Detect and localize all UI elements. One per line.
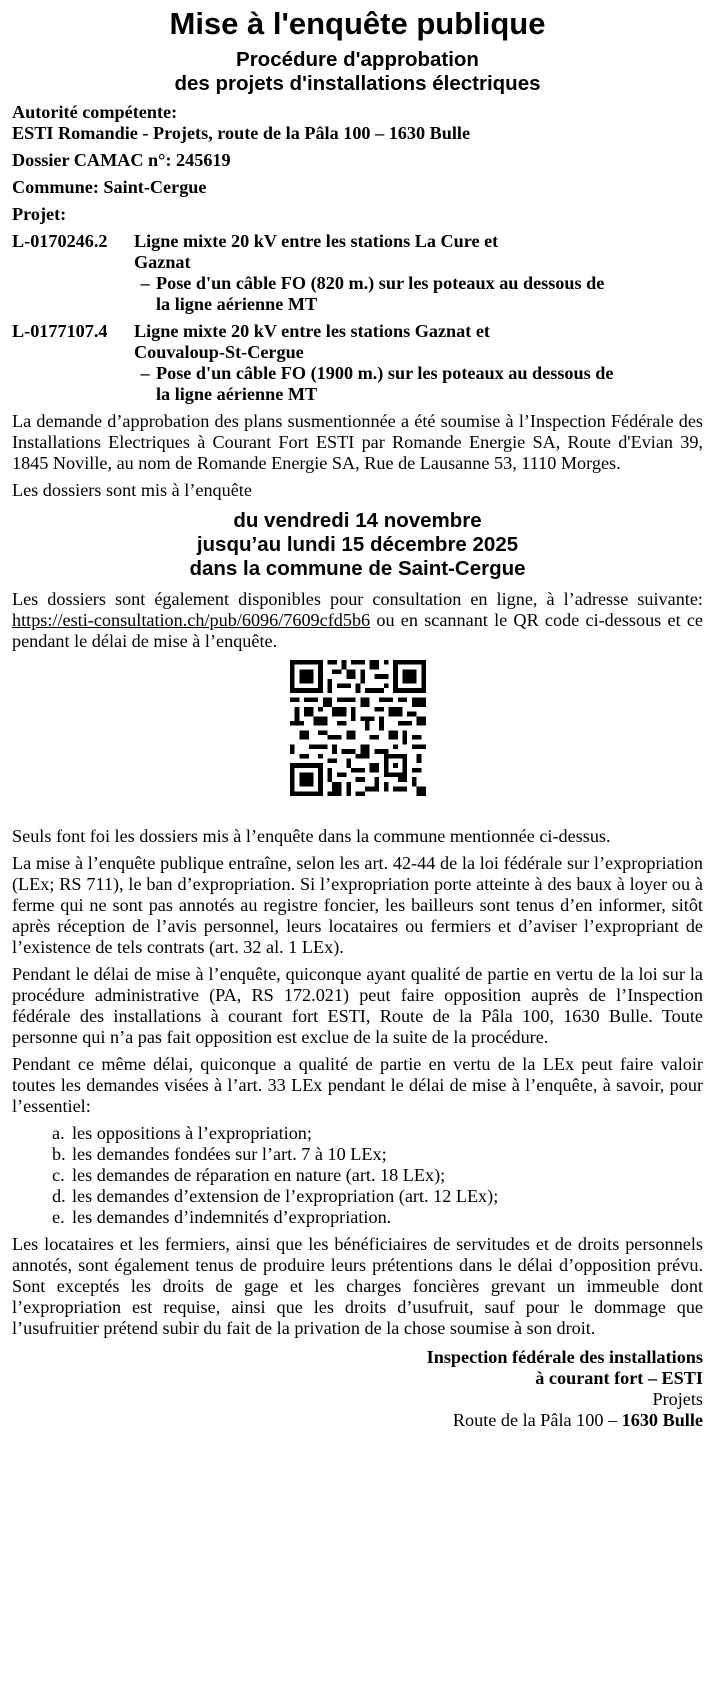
list-letter: d. [52, 1186, 66, 1206]
online-prefix: Les dossiers sont également disponibles pour consultation en ligne, à l’adresse suivante: [12, 589, 703, 609]
expropriation-paragraph: La mise à l’enquête publique entraîne, selon les art. 42-44 de la loi fédérale sur l’expropriation (LEx; RS 711), le ban d’expropriation. Si l’expropriation porte atteinte à des baux à loyer ou à ferme qui ne sont pas annotés au registre foncier, les bailleurs sont tenus d’en informer, sitôt après réception de l’avis personnel, leurs locataires ou fermiers et d’aviser l’expropriant de l’existence de tels contrats (art. 32 al. 1 LEx). [12, 853, 703, 957]
date-line-commune: dans la commune de Saint-Cergue [189, 557, 526, 580]
project-line: Ligne mixte 20 kV entre les stations La Cure et [134, 231, 499, 251]
list-letter: a. [52, 1123, 65, 1143]
project-detail: Pose d'un câble FO (820 m.) sur les poteaux au dessous de [156, 273, 605, 293]
list-text: les demandes d’indemnités d’expropriation. [72, 1207, 392, 1227]
list-text: les oppositions à l’expropriation; [72, 1123, 312, 1143]
tenants-paragraph: Les locataires et les fermiers, ainsi que les bénéficiaires de servitudes et de droits personnels annotés, sont également tenus de produire leurs prétentions dans le délai d’opposition prévu. Sont exceptés les droits de gage et les charges foncières grevant un immeuble dont l’expropriation est requise, ainsi que les droits d’usufruit, sauf pour le dommage que l’usufruitier prétend subir du fait de la privation de la chose soumise à son droit. [12, 1234, 703, 1338]
sign-address-street: Route de la Pâla 100 – [452, 1410, 622, 1430]
list-item [12, 1186, 703, 1207]
date-line-start: du vendredi 14 novembre [233, 509, 482, 532]
online-suffix: ou en scannant le QR code ci-dessous et ce pendant le délai de mise à l’enquête. [12, 610, 703, 651]
claims-paragraph: Pendant ce même délai, quiconque a qualité de partie en vertu de la LEx peut faire valoir toutes les demandes visées à l’art. 33 LEx pendant le délai de mise à l’enquête, à savoir, pour l’essentiel: [12, 1054, 703, 1116]
page-subtitle [12, 48, 703, 96]
qr-code-icon[interactable] [290, 660, 426, 796]
dossier-number: Dossier CAMAC n°: 245619 [12, 150, 231, 170]
project-detail: Pose d'un câble FO (1900 m.) sur les poteaux au dessous de [156, 363, 614, 383]
subtitle-line-2: des projets d'installations électriques [174, 72, 541, 95]
consultation-link[interactable]: https://esti-consultation.ch/pub/6096/7609cfd5b6 [12, 610, 371, 630]
claims-list [12, 1123, 703, 1228]
project-line: Gaznat [134, 252, 191, 272]
qr-code-container [12, 660, 703, 796]
authority-block [12, 102, 703, 144]
project-id: L-0177107.4 [12, 321, 108, 341]
project-id: L-0170246.2 [12, 231, 108, 251]
opposition-paragraph: Pendant le délai de mise à l’enquête, quiconque ayant qualité de partie en vertu de la loi sur la procédure administrative (PA, RS 172.021) peut faire opposition auprès de l’Inspection fédérale des installations à courant fort ESTI, Route de la Pâla 100, 1630 Bulle. Toute personne qui n’a pas fait opposition est exclue de la suite de la procédure. [12, 964, 703, 1047]
list-text: les demandes d’extension de l’expropriation (art. 12 LEx); [72, 1186, 499, 1206]
files-intro: Les dossiers sont mis à l’enquête [12, 480, 252, 500]
list-text: les demandes fondées sur l’art. 7 à 10 LEx; [72, 1144, 387, 1164]
page-title: Mise à l'enquête publique [169, 6, 546, 41]
project-line: Couvaloup-St-Cergue [134, 342, 304, 362]
project-detail: la ligne aérienne MT [156, 384, 318, 404]
list-item [12, 1144, 703, 1165]
dash-bullet: – [140, 273, 150, 293]
enquiry-dates [12, 509, 703, 581]
list-text: les demandes de réparation en nature (art. 18 LEx); [72, 1165, 446, 1185]
project-line: Ligne mixte 20 kV entre les stations Gaznat et [134, 321, 490, 341]
project-detail: la ligne aérienne MT [156, 294, 318, 314]
authoritative-paragraph: Seuls font foi les dossiers mis à l’enquête dans la commune mentionnée ci-dessus. [12, 826, 611, 846]
sign-line: à courant fort – ESTI [535, 1368, 703, 1388]
commune-name: Commune: Saint-Cergue [12, 177, 207, 197]
list-item [12, 1123, 703, 1144]
list-item [12, 1207, 703, 1228]
sign-line: Projets [652, 1389, 703, 1409]
date-line-end: jusqu’au lundi 15 décembre 2025 [196, 533, 519, 556]
list-letter: e. [52, 1207, 65, 1227]
dash-bullet: – [140, 363, 150, 383]
project-label: Projet: [12, 204, 67, 224]
list-item [12, 1165, 703, 1186]
online-paragraph [12, 589, 703, 652]
list-letter: c. [52, 1165, 65, 1185]
authority-value: ESTI Romandie - Projets, route de la Pâla 100 – 1630 Bulle [12, 123, 471, 143]
sign-address [12, 1410, 703, 1431]
list-letter: b. [52, 1144, 66, 1164]
project-item [12, 321, 703, 405]
authority-label: Autorité compétente: [12, 102, 178, 122]
sign-address-city: 1630 Bulle [621, 1410, 703, 1430]
project-item [12, 231, 703, 315]
sign-line: Inspection fédérale des installations [426, 1347, 703, 1367]
request-paragraph: La demande d’approbation des plans susmentionnée a été soumise à l’Inspection Fédérale des Installations Electriques à Courant Fort ESTI par Romande Energie SA, Route d'Evian 39, 1845 Noville, au nom de Romande Energie SA, Rue de Lausanne 53, 1110 Morges. [12, 411, 703, 473]
signature-block [12, 1347, 703, 1431]
subtitle-line-1: Procédure d'approbation [236, 48, 479, 71]
